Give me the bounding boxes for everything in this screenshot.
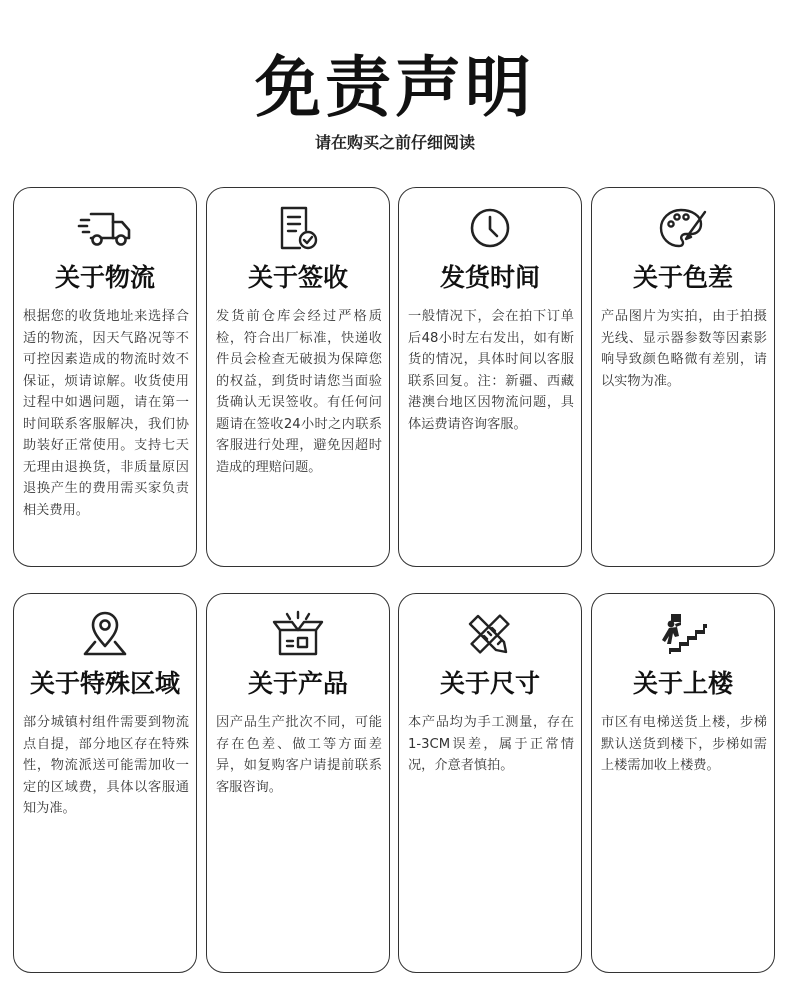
ruler-pencil-icon	[399, 608, 581, 660]
card-upstairs	[591, 593, 775, 973]
card-color	[591, 187, 775, 567]
card-logistics	[13, 187, 197, 567]
card-product	[206, 593, 390, 973]
card-title: 发货时间	[439, 263, 540, 292]
box-icon	[207, 608, 389, 660]
card-text: 根据您的收货地址来选择合适的物流，因天气路况等不可控因素造成的物流时效不保证，烦请谅解。收货使用过程中如遇问题，请在第一时间联系客服解决，我们协助装好正常使用。支持七天无理由退换货，非质量原因退换产生的费用需买家负责相关费用。	[23, 309, 189, 518]
card-text: 因产品生产批次不同，可能存在色差、做工等方面差异，如复购客户请提前联系客服咨询。	[216, 715, 382, 795]
card-title: 关于签收	[247, 263, 348, 292]
card-title: 关于上楼	[632, 669, 733, 698]
card-ship-time	[398, 187, 582, 567]
card-special-area	[13, 593, 197, 973]
card-signing	[206, 187, 390, 567]
page-subtitle: 请在购买之前仔细阅读	[314, 133, 475, 152]
card-text: 产品图片为实拍，由于拍摄光线、显示器参数等因素影响导致颜色略微有差别，请以实物为准。	[601, 309, 767, 389]
palette-icon	[592, 202, 774, 254]
card-title: 关于物流	[54, 263, 155, 292]
card-text: 一般情况下，会在拍下订单后48小时左右发出，如有断货的情况，具体时间以客服联系回复。注：新疆、西藏港澳台地区因物流问题，具体运费请咨询客服。	[408, 309, 574, 432]
location-pin-icon	[14, 608, 196, 660]
document-check-icon	[207, 202, 389, 254]
card-size	[398, 593, 582, 973]
card-title: 关于特殊区域	[29, 669, 180, 698]
card-title: 关于产品	[247, 669, 348, 698]
card-title: 关于尺寸	[439, 669, 540, 698]
card-text: 发货前仓库会经过严格质检，符合出厂标准，快递收件员会检查无破损为保障您的权益，到货时请您当面验货确认无误签收。有任何问题请在签收24小时之内联系客服进行处理，避免因超时造成的理赔问题。	[216, 309, 382, 475]
card-text: 市区有电梯送货上楼，步梯默认送货到楼下，步梯如需上楼需加收上楼费。	[601, 715, 767, 773]
card-text: 部分城镇村组件需要到物流点自提，部分地区存在特殊性，物流派送可能需加收一定的区域费，具体以客服通知为准。	[23, 715, 189, 816]
page-title: 免责声明	[255, 49, 535, 126]
card-title: 关于色差	[632, 263, 733, 292]
truck-icon	[14, 202, 196, 254]
card-text: 本产品均为手工测量，存在1-3CM误差，属于正常情况，介意者慎拍。	[408, 715, 574, 773]
stairs-carry-icon	[592, 608, 774, 660]
clock-icon	[399, 202, 581, 254]
